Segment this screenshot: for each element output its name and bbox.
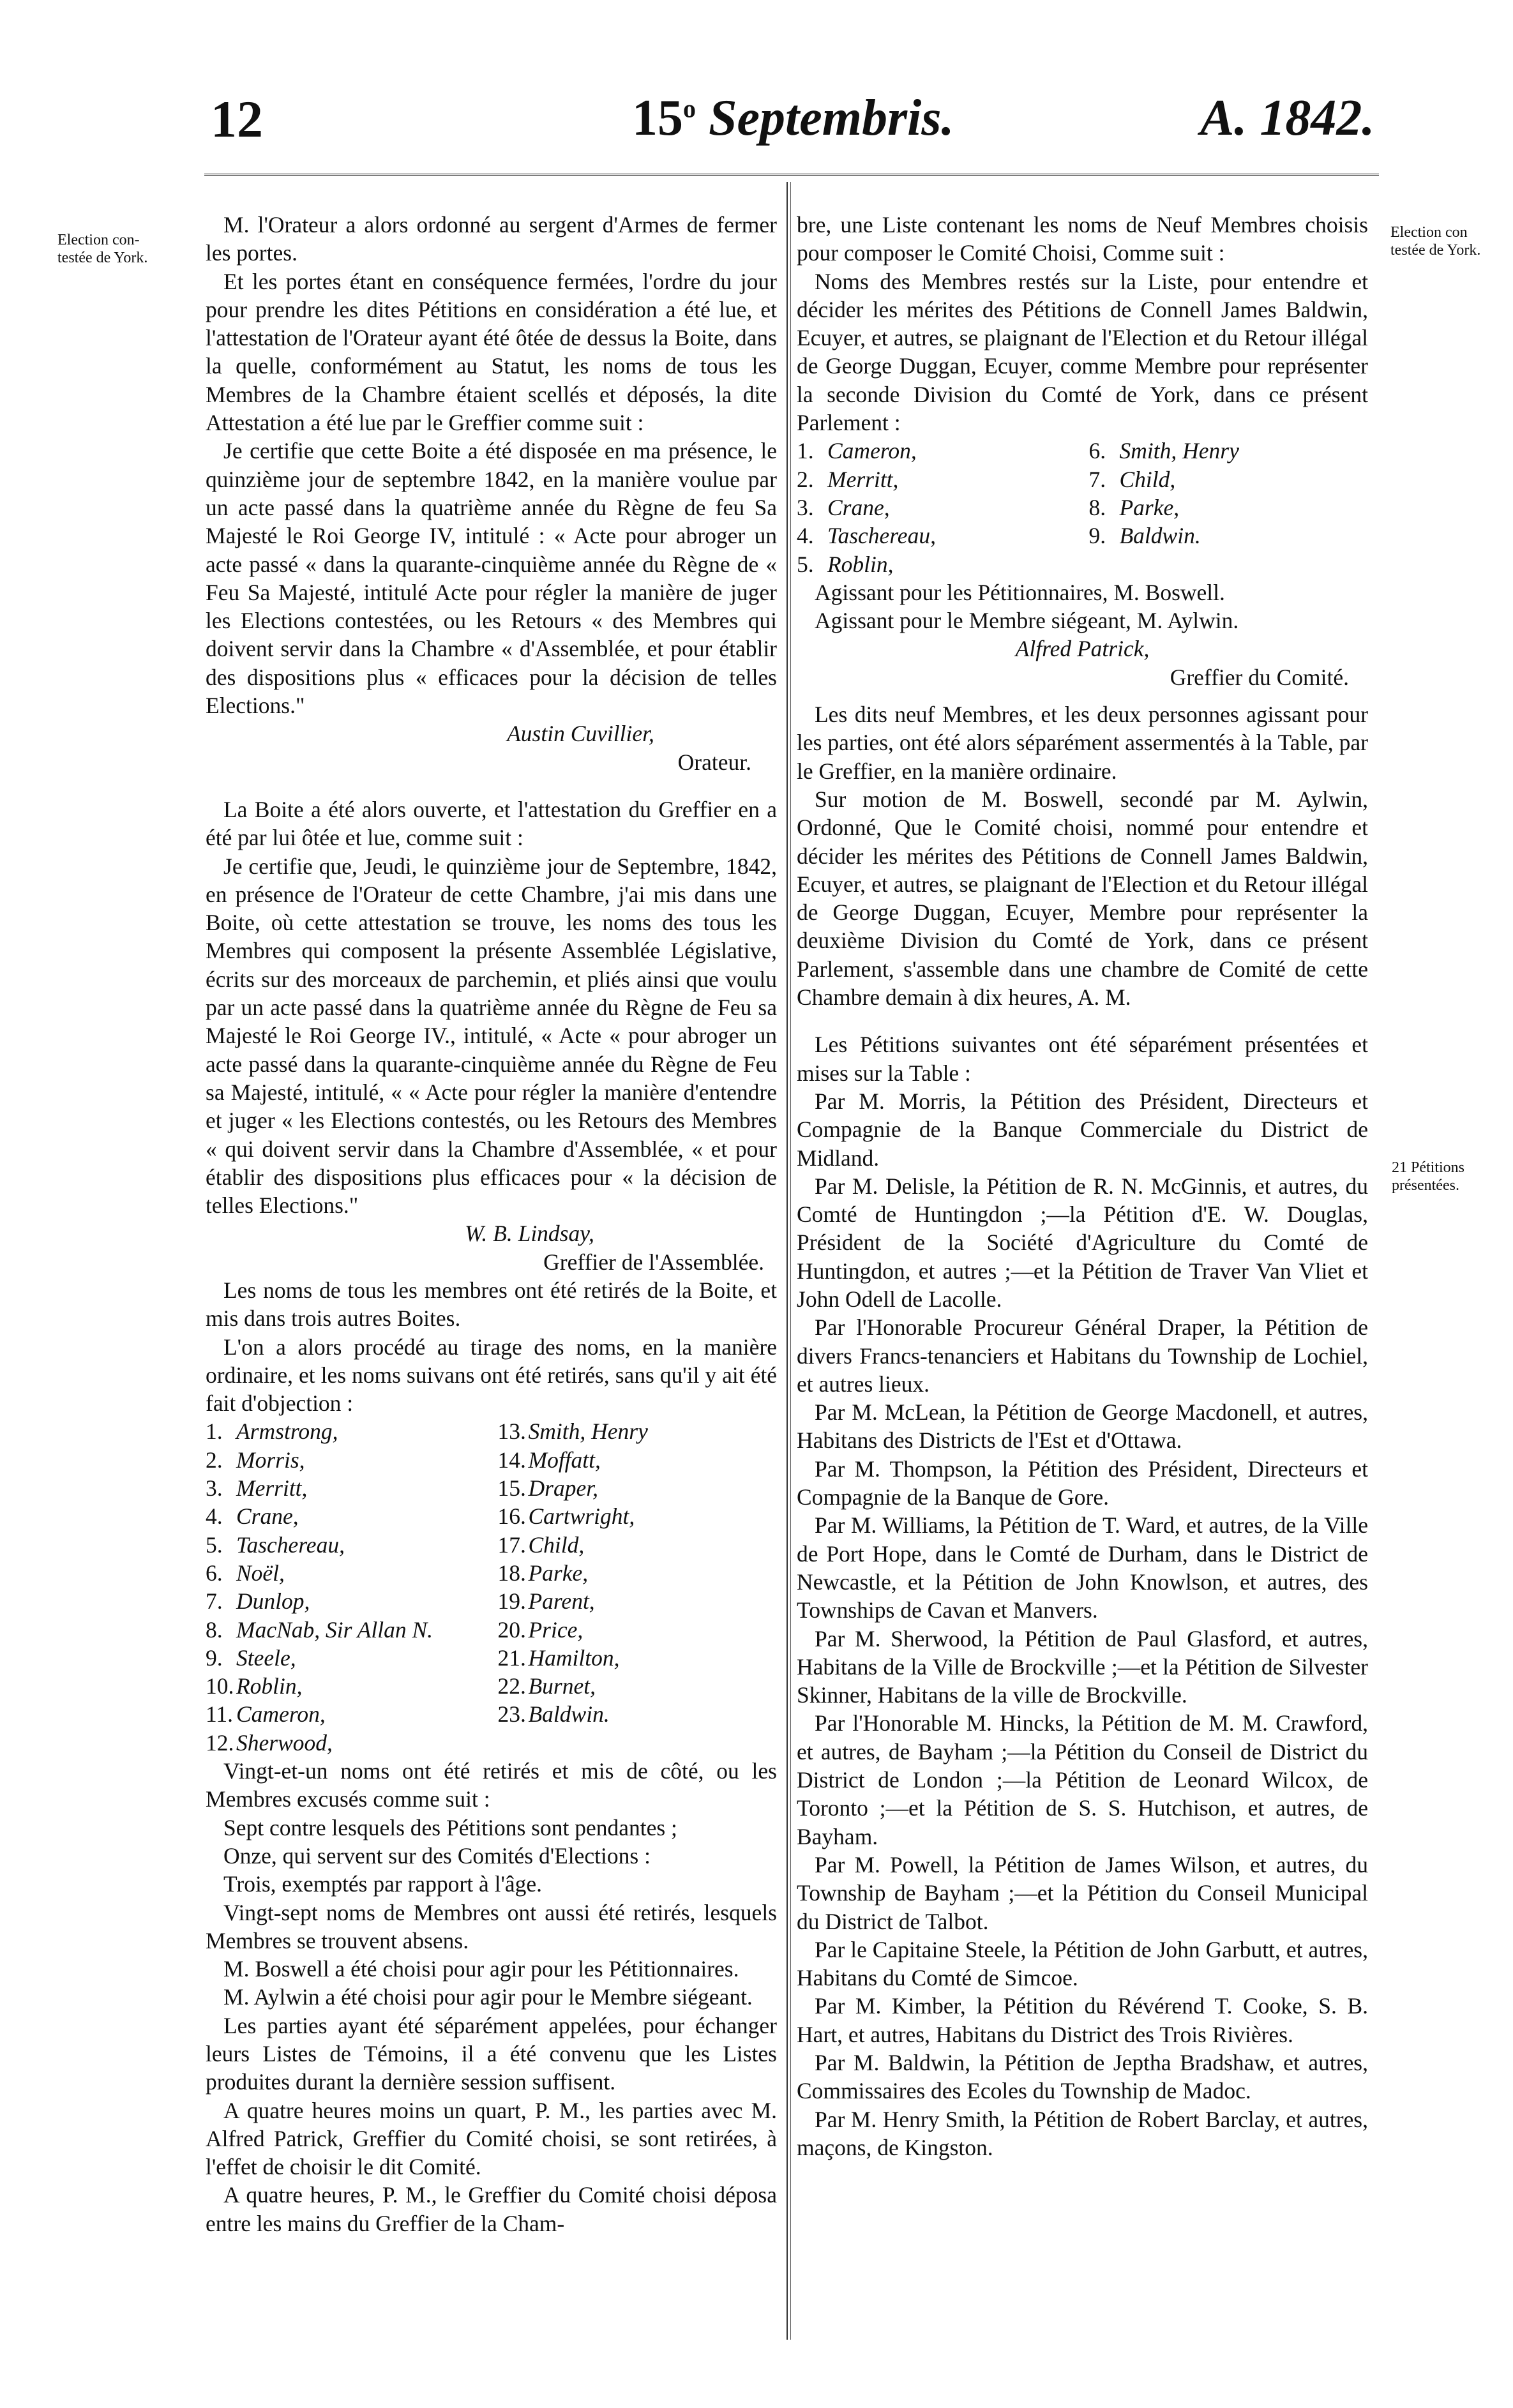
list-item xyxy=(206,1672,485,1700)
item-name: Hamilton, xyxy=(528,1644,620,1671)
paragraph: A quatre heures, P. M., le Greffier du Comité choisi déposa entre les mains du Greffier de la Cham- xyxy=(206,2182,777,2236)
paragraph: Agissant pour le Membre siégeant, M. Aylwin. xyxy=(815,608,1239,634)
item-name: Sherwood, xyxy=(236,1729,333,1756)
item-number: 1. xyxy=(206,1418,223,1445)
item-number: 19. xyxy=(497,1588,526,1614)
margin-line: testée de York. xyxy=(57,250,148,266)
margin-line: testée de York. xyxy=(1390,242,1481,259)
item-number: 23. xyxy=(497,1701,526,1727)
list-item xyxy=(498,1644,778,1672)
item-number: 8. xyxy=(206,1616,223,1643)
page-header xyxy=(0,89,1513,160)
list-item xyxy=(498,1417,778,1445)
list-item xyxy=(1089,465,1369,493)
paragraph: M. l'Orateur a alors ordonné au sergent d'Armes de fermer les portes. xyxy=(206,212,777,266)
signature-title: Greffier du Comité. xyxy=(1170,664,1349,690)
item-name: Draper, xyxy=(528,1475,598,1501)
item-number: 4. xyxy=(797,523,814,549)
item-name: Merritt, xyxy=(827,466,899,492)
paragraph: Trois, exemptés par rapport à l'âge. xyxy=(223,1871,542,1897)
item-name: Child, xyxy=(528,1531,585,1558)
item-number: 8. xyxy=(1088,494,1106,520)
petition-entry: Par M. Thompson, la Pétition des Président, Directeurs et Compagnie de la Banque de Gore. xyxy=(797,1456,1368,1510)
paragraph: Sur motion de M. Boswell, secondé par M. Aylwin, Ordonné, Que le Comité choisi, nommé pour entendre et décider les mérites des Pétitions de Connell James Baldwin, Ecuyer, et autres, se plaignant de l'Election et du Retour illégal de George Duggan, Ecuyer, Membre pour représenter la deuxième Division du Comté de York, dans ce présent Parlement, s'assemble dans une chambre de Comité de cette Chambre demain à dix heures, A. M. xyxy=(797,786,1368,1011)
list-item xyxy=(498,1616,778,1644)
date-day: 15 xyxy=(632,90,683,146)
list-item xyxy=(206,1446,485,1474)
item-name: Parke, xyxy=(528,1560,589,1586)
item-number: 5. xyxy=(206,1531,223,1558)
item-name: Roblin, xyxy=(236,1673,303,1699)
paragraph: Les dits neuf Membres, et les deux personnes agissant pour les parties, ont été alors séparément assermentés à la Table, par le Greffier, en la manière ordinaire. xyxy=(797,702,1368,784)
paragraph: Les Pétitions suivantes ont été séparément présentées et mises sur la Table : xyxy=(797,1032,1368,1086)
list-item xyxy=(206,1417,485,1445)
item-name: Noël, xyxy=(236,1560,285,1586)
list-item xyxy=(498,1587,778,1615)
item-name: Roblin, xyxy=(827,551,894,577)
petition-entry: Par M. Kimber, la Pétition du Révérend T. Cooke, S. B. Hart, et autres, Habitans du District des Trois Rivières. xyxy=(797,1993,1368,2047)
item-name: Baldwin. xyxy=(528,1701,610,1727)
paragraph: A quatre heures moins un quart, P. M., les parties avec M. Alfred Patrick, Greffier du Comité choisi, se sont retirées, à l'effet de choisir le dit Comité. xyxy=(206,2097,777,2180)
column-divider-inner xyxy=(790,182,791,2340)
item-name: Dunlop, xyxy=(236,1588,310,1614)
item-number: 2. xyxy=(206,1447,223,1473)
item-name: MacNab, Sir Allan N. xyxy=(236,1616,433,1643)
petition-entry: Par M. Williams, la Pétition de T. Ward, et autres, de la Ville de Port Hope, dans le Comté de Durham, dans le District de Newcastle, et la Pétition de John Knowlson, et autres, des Townships de Cavan et Manvers. xyxy=(797,1512,1368,1623)
attestation-speaker: Je certifie que cette Boite a été disposée en ma présence, le quinzième jour de septembre 1842, en la manière voulue par un acte passé dans la quatrième année du Règne de feu Sa Majesté le Roi George IV, intitulé : « Acte pour abroger un acte passé « dans la quarante-cinquième année du Règne de « Feu Sa Majesté, intitulé Acte pour régler la manière de juger les Elections contestées, ou les Retours « des Membres qui doivent servir dans la Chambre « d'Assemblée, et pour établir des dispositions plus « efficaces pour la décision de telles Elections." xyxy=(206,438,777,719)
paragraph: Noms des Membres restés sur la Liste, pour entendre et décider les mérites des Pétitions de Connell James Baldwin, Ecuyer, et autres, se plaignant de l'Election et du Retour illégal de George Duggan, Ecuyer, comme Membre pour représenter la seconde Division du Comté de York, dans ce présent Parlement : xyxy=(797,268,1368,436)
list-item xyxy=(498,1502,778,1530)
item-name: Parent, xyxy=(528,1588,595,1614)
list-item xyxy=(206,1587,485,1615)
paragraph: M. Aylwin a été choisi pour agir pour le Membre siégeant. xyxy=(223,1984,753,2010)
attestation-clerk: Je certifie que, Jeudi, le quinzième jour de Septembre, 1842, en présence de l'Orateur de cette Chambre, j'ai mis dans une Boite, où cette attestation se trouve, les noms des tous les Membres qui composent la présente Assemblée Législative, écrits sur des morceaux de parchemin, et pliés ainsi que voulu par un acte passé dans la quatrième année du Règne de Feu sa Majesté le Roi George IV., intitulé, « Acte « pour abroger un acte passé dans la quarante-cinquième année du Règne de Feu sa Majesté, intitulé, « « Acte pour régler la manière d'entendre et juger « les Elections contestés, ou les Retours des Membres « qui doivent servir dans la Chambre d'Assemblée, « et pour établir des dispositions plus efficaces pour « la décision de telles Elections." xyxy=(206,853,777,1219)
item-number: 9. xyxy=(206,1644,223,1671)
item-name: Parke, xyxy=(1119,494,1180,520)
item-number: 17. xyxy=(497,1531,526,1558)
margin-line: 21 Pétitions xyxy=(1392,1159,1465,1176)
item-number: 11. xyxy=(206,1701,234,1727)
list-column xyxy=(498,1417,778,1757)
list-item xyxy=(206,1700,485,1728)
petition-entry: Par l'Honorable Procureur Général Draper, la Pétition de divers Francs-tenanciers et Habitans du Township de Lochiel, et autres lieux. xyxy=(797,1314,1368,1397)
list-column xyxy=(797,437,1076,578)
item-name: Morris, xyxy=(236,1447,305,1473)
item-number: 3. xyxy=(797,494,814,520)
petition-entry: Par M. Powell, la Pétition de James Wilson, et autres, du Township de Bayham ;—et la Pétition du Conseil Municipal du District de Talbot. xyxy=(797,1851,1368,1934)
date-month: Septembris. xyxy=(709,90,954,146)
item-number: 15. xyxy=(497,1475,526,1501)
signature-name: W. B. Lindsay, xyxy=(465,1221,594,1247)
list-item xyxy=(1089,437,1369,465)
left-column xyxy=(206,211,777,2238)
petition-entry: Par M. Morris, la Pétition des Président, Directeurs et Compagnie de la Banque Commerciale du District de Midland. xyxy=(797,1088,1368,1171)
margin-note-election-right xyxy=(1390,223,1480,259)
list-item xyxy=(206,1474,485,1502)
list-column xyxy=(1089,437,1369,578)
column-divider xyxy=(787,182,788,2340)
petition-entry: Par le Capitaine Steele, la Pétition de John Garbutt, et autres, Habitans du Comté de Simcoe. xyxy=(797,1936,1368,1991)
item-number: 9. xyxy=(1088,523,1106,549)
item-number: 13. xyxy=(497,1418,526,1445)
committee-members-list xyxy=(797,437,1368,578)
signature-name: Austin Cuvillier, xyxy=(507,721,654,747)
paragraph: Vingt-et-un noms ont été retirés et mis de côté, ou les Membres excusés comme suit : xyxy=(206,1758,777,1812)
paragraph: Et les portes étant en conséquence fermées, l'ordre du jour pour prendre les dites Pétitions en considération a été lue, et l'attestation de l'Orateur ayant été ôtée de dessus la Boite, dans la quelle, conformément au Statut, les noms de tous les Membres de la Chambre étaient scellés et déposés, la dite Attestation a été lue par le Greffier comme suit : xyxy=(206,268,777,436)
item-name: Cartwright, xyxy=(528,1503,635,1530)
list-item xyxy=(797,493,1076,522)
item-number: 20. xyxy=(497,1616,526,1643)
item-name: Crane, xyxy=(236,1503,299,1530)
spacer xyxy=(797,691,1368,700)
item-name: Crane, xyxy=(827,494,890,520)
paragraph: Les parties ayant été séparément appelées, pour échanger leurs Listes de Témoins, il a été convenu que les Listes produites durant la dernière session suffisent. xyxy=(206,2012,777,2095)
list-item xyxy=(206,1531,485,1559)
item-number: 18. xyxy=(497,1560,526,1586)
petition-entry: Par l'Honorable M. Hincks, la Pétition de M. M. Crawford, et autres, de Bayham ;—la Pétition du Conseil de District du District de London ;—la Pétition de Leonard Wilcox, de Toronto ;—et la Pétition de S. S. Hutchison, et autres, de Bayham. xyxy=(797,1710,1368,1849)
paragraph: Les noms de tous les membres ont été retirés de la Boite, et mis dans trois autres Boites. xyxy=(206,1277,777,1332)
paragraph: La Boite a été alors ouverte, et l'attestation du Greffier en a été par lui ôtée et lue, comme suit : xyxy=(206,796,777,851)
petition-entry: Par M. Delisle, la Pétition de R. N. McGinnis, et autres, du Comté de Huntingdon ;—la Pétition d'E. W. Douglas, Président de la Société d'Agriculture du Comté de Huntingdon, et autres ;—et la Pétition de Traver Van Vliet et John Odell de Lacolle. xyxy=(797,1173,1368,1312)
item-number: 2. xyxy=(797,466,814,492)
paragraph: M. Boswell a été choisi pour agir pour les Pétitionnaires. xyxy=(223,1956,739,1982)
item-number: 3. xyxy=(206,1475,223,1501)
petition-entry: Par M. Baldwin, la Pétition de Jeptha Bradshaw, et autres, Commissaires des Ecoles du Township de Madoc. xyxy=(797,2050,1368,2104)
item-number: 12. xyxy=(206,1729,234,1756)
item-name: Smith, Henry xyxy=(528,1418,648,1445)
item-number: 4. xyxy=(206,1503,223,1530)
petition-entry: Par M. McLean, la Pétition de George Macdonell, et autres, Habitans des Districts de l'Est et d'Ottawa. xyxy=(797,1399,1368,1454)
item-number: 21. xyxy=(497,1644,526,1671)
signature-title: Greffier de l'Assemblée. xyxy=(543,1249,764,1275)
item-number: 6. xyxy=(206,1560,223,1586)
item-number: 16. xyxy=(497,1503,526,1530)
margin-line: Election con- xyxy=(57,232,140,248)
list-item xyxy=(206,1729,485,1757)
spacer xyxy=(797,1011,1368,1030)
page-number: 12 xyxy=(211,90,263,148)
list-column xyxy=(206,1417,485,1757)
item-name: Baldwin. xyxy=(1119,523,1201,549)
header-date: 15$^o$ Septembris. xyxy=(632,90,954,146)
item-name: Moffatt, xyxy=(528,1447,601,1473)
header-year: A. 1842. xyxy=(1200,90,1375,146)
right-column xyxy=(797,211,1368,2162)
list-item xyxy=(498,1474,778,1502)
list-item xyxy=(797,550,1076,578)
item-number: 5. xyxy=(797,551,814,577)
list-item xyxy=(498,1672,778,1700)
list-item xyxy=(206,1559,485,1587)
item-name: Smith, Henry xyxy=(1119,438,1239,464)
item-name: Price, xyxy=(528,1616,583,1643)
item-name: Merritt, xyxy=(236,1475,308,1501)
paragraph: Sept contre lesquels des Pétitions sont pendantes ; xyxy=(223,1814,677,1840)
paragraph: bre, une Liste contenant les noms de Neuf Membres choisis pour composer le Comité Choisi, Comme suit : xyxy=(797,212,1368,266)
list-item xyxy=(797,522,1076,550)
list-item xyxy=(498,1531,778,1559)
item-name: Armstrong, xyxy=(236,1418,338,1445)
petition-entry: Par M. Sherwood, la Pétition de Paul Glasford, et autres, Habitans de la Ville de Brockville ;—et la Pétition de Silvester Skinner, Habitans de la ville de Brockville. xyxy=(797,1625,1368,1708)
paragraph: Vingt-sept noms de Membres ont aussi été retirés, lesquels Membres se trouvent absens. xyxy=(206,1899,777,1953)
paragraph: Onze, qui servent sur des Comités d'Elections : xyxy=(223,1842,651,1869)
list-item xyxy=(498,1559,778,1587)
item-number: 22. xyxy=(497,1673,526,1699)
item-number: 7. xyxy=(206,1588,223,1614)
item-name: Taschereau, xyxy=(236,1531,345,1558)
list-item xyxy=(797,465,1076,493)
paragraph: Agissant pour les Pétitionnaires, M. Boswell. xyxy=(815,579,1225,605)
petition-entry: Par M. Henry Smith, la Pétition de Robert Barclay, et autres, maçons, de Kingston. xyxy=(797,2106,1368,2160)
item-number: 7. xyxy=(1088,466,1106,492)
signature-name: Alfred Patrick, xyxy=(1015,636,1150,662)
list-item xyxy=(797,437,1076,465)
margin-line: présentées. xyxy=(1392,1177,1459,1194)
spacer xyxy=(206,776,777,795)
drawn-names-list xyxy=(206,1417,777,1757)
item-number: 14. xyxy=(497,1447,526,1473)
item-name: Burnet, xyxy=(528,1673,596,1699)
header-rule xyxy=(204,174,1379,176)
item-name: Cameron, xyxy=(827,438,917,464)
list-item xyxy=(1089,522,1369,550)
margin-note-petitions xyxy=(1392,1159,1464,1194)
item-name: Steele, xyxy=(236,1644,296,1671)
item-name: Taschereau, xyxy=(827,523,936,549)
list-item xyxy=(206,1502,485,1530)
list-item xyxy=(206,1616,485,1644)
margin-note-election-left xyxy=(57,231,147,267)
signature-title: Orateur. xyxy=(677,749,751,775)
list-item xyxy=(498,1446,778,1474)
item-number: 6. xyxy=(1088,438,1106,464)
list-item xyxy=(1089,493,1369,522)
item-number: 10. xyxy=(206,1673,234,1699)
paragraph: L'on a alors procédé au tirage des noms, en la manière ordinaire, et les noms suivans ont été retirés, sans qu'il y ait été fait d'objection : xyxy=(206,1334,777,1417)
list-item xyxy=(206,1644,485,1672)
list-item xyxy=(498,1700,778,1728)
item-number: 1. xyxy=(797,438,814,464)
margin-line: Election con xyxy=(1390,224,1468,241)
item-name: Child, xyxy=(1119,466,1176,492)
item-name: Cameron, xyxy=(236,1701,326,1727)
